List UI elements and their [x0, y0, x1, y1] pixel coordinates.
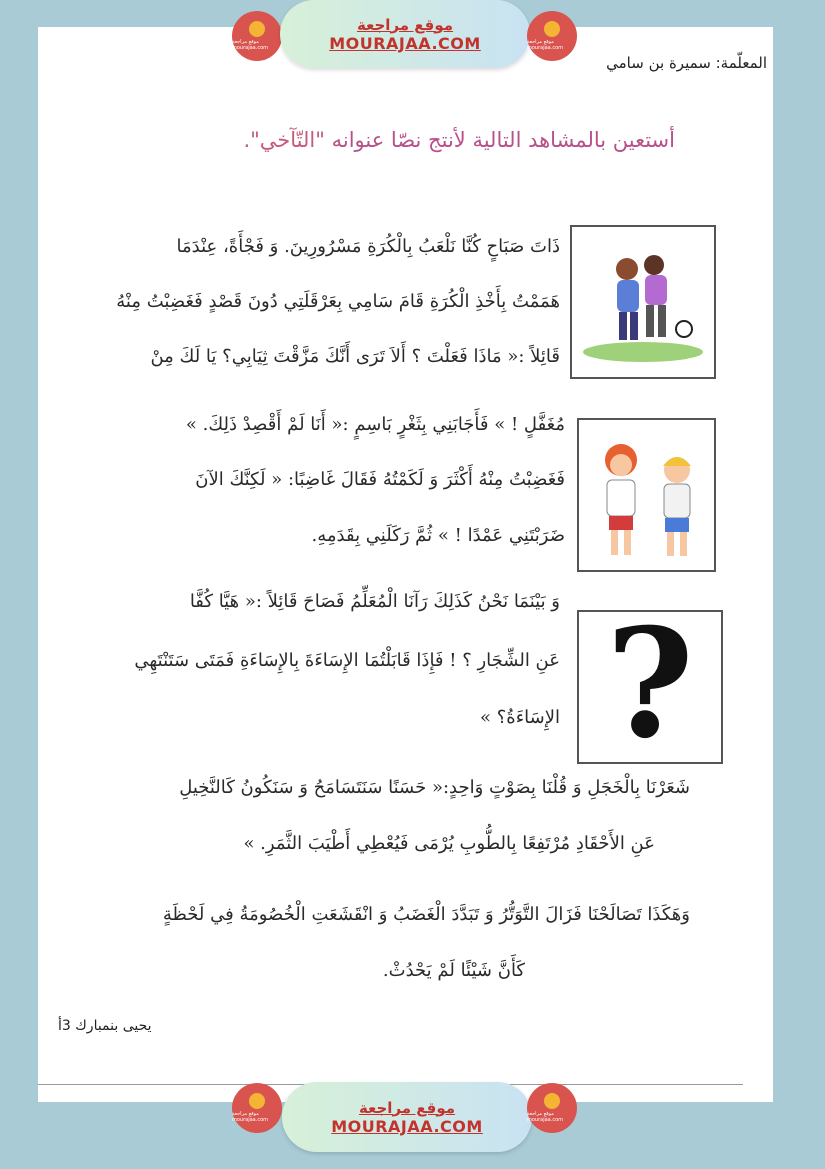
logo-icon: موقع مراجعة mourajaa.com: [232, 11, 282, 61]
story-line: عَنِ الشِّجَارِ ؟ ! فَإِذَا قَابَلْتُمَا الإِسَاءَةَ بِالإِسَاءَةِ فَمَتَى سَتَنْتَهِي: [134, 650, 560, 671]
picture-kids-football: [570, 225, 716, 379]
picture-question: [577, 596, 723, 772]
banner-url[interactable]: MOURAJAA.COM: [329, 33, 481, 53]
story-line: شَعَرْنَا بِالْخَجَلِ وَ قُلْنَا بِصَوْتٍ وَاحِدٍ:« حَسَنًا سَنَتَسَامَحُ وَ سَنَكُونُ كَالنَّخِيلِ: [179, 777, 690, 798]
question-mark-icon: ?: [606, 596, 694, 772]
story-line: وَ بَيْنَمَا نَحْنُ كَذَلِكَ رَآنَا الْمُعَلِّمُ فَصَاحَ قَائِلاً :« هَيَّا كُفَّا: [189, 591, 560, 612]
story-line: قَائِلاً :« مَاذَا فَعَلْتَ ؟ أَلاَ تَرَى أَنَّكَ مَزَّقْتَ ثِيَابِي؟ يَا لَكَ مِنْ: [150, 346, 560, 367]
logo-icon: موقع مراجعة mourajaa.com: [527, 11, 577, 61]
banner-url[interactable]: MOURAJAA.COM: [331, 1116, 483, 1136]
banner-arabic[interactable]: موقع مراجعة: [358, 1098, 456, 1117]
story-line: فَغَضِبْتُ مِنْهُ أَكْثَرَ وَ لَكَمْتُهُ فَقَالَ غَاضِبًا: « لَكِنَّكَ الآنَ: [195, 469, 565, 490]
banner-arabic[interactable]: موقع مراجعة: [356, 15, 454, 34]
story-line: ذَاتَ صَبَاحٍ كُنَّا نَلْعَبُ بِالْكُرَةِ مَسْرُورِينَ. وَ فَجْأَةً، عِنْدَمَا: [176, 236, 560, 257]
student-signature: يحيى بنمبارك 3أ: [58, 1018, 152, 1034]
story-line: عَنِ الأَحْقَادِ مُرْتَفِعًا بِالطُّوبِ يُرْمَى فَيُعْطِي أَطْيَبَ الثَّمَرِ. »: [243, 833, 655, 854]
story-line: ضَرَبْتَنِي عَمْدًا ! » ثُمَّ رَكَلَنِي بِقَدَمِهِ.: [311, 525, 565, 546]
story-line: وَهَكَذَا تَصَالَحْنَا فَزَالَ التَّوَتُّرُ وَ تَبَدَّدَ الْغَضَبُ وَ انْقَشَعَتِ الْخُصُومَةُ فِي لَحْظَةٍ: [162, 904, 690, 925]
page-title: [243, 128, 675, 152]
logo-icon: موقع مراجعة mourajaa.com: [232, 1083, 282, 1133]
logo-icon: موقع مراجعة mourajaa.com: [527, 1083, 577, 1133]
site-banner-bottom[interactable]: [282, 1082, 532, 1152]
title-quoted: "التّآخي".: [243, 128, 325, 152]
teacher-name: المعلّمة: سميرة بن سامي: [606, 54, 767, 72]
story-line: مُغَفَّلٍ ! » فَأَجَابَنِي بِثَغْرٍ بَاسِمٍ :« أَنَا لَمْ أَقْصِدْ ذَلِكَ. »: [185, 414, 565, 435]
title-text: أستعين بالمشاهد التالية لأنتج نصّا عنوانه: [324, 128, 675, 152]
kids-football-illustration: [572, 227, 714, 377]
story-line: كَأَنَّ شَيْئًا لَمْ يَحْدُثْ.: [382, 960, 525, 981]
story-line: الإِسَاءَةُ؟ »: [479, 707, 560, 728]
story-line: هَمَمْتُ بِأَخْذِ الْكُرَةِ قَامَ سَامِي بِعَرْقَلَتِي دُونَ قَصْدٍ فَغَضِبْتُ مِنْهُ: [116, 291, 560, 312]
kids-arguing-illustration: [579, 420, 714, 570]
site-banner-top[interactable]: [280, 0, 530, 68]
picture-kids-arguing: [577, 418, 716, 572]
